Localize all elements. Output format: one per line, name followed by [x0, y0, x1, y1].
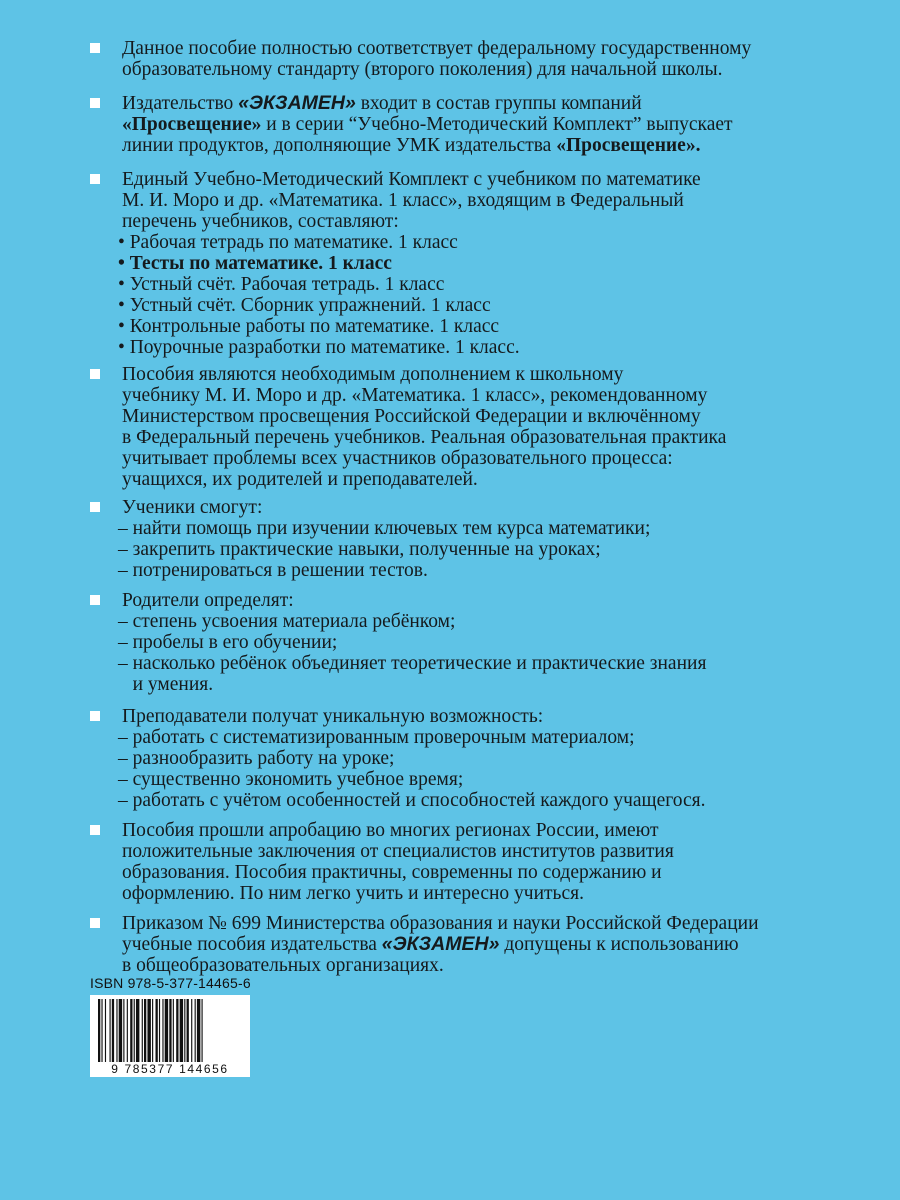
list-item: и умения. — [118, 674, 214, 695]
bullet-square-icon — [90, 918, 100, 928]
barcode-bar — [119, 999, 122, 1063]
text-fragment: линии продуктов, дополняющие УМК издательства — [122, 135, 557, 156]
barcode-bar — [197, 999, 200, 1063]
list-item: – потренироваться в решении тестов. — [118, 560, 428, 581]
barcode-bar — [142, 999, 143, 1063]
bullet-square-icon — [90, 369, 100, 379]
isbn-number: ISBN 978-5-377-14465-6 — [90, 975, 251, 991]
list-item: • Поурочные разработки по математике. 1 класс. — [118, 337, 520, 358]
text-line: Министерством просвещения Российской Федерации и включённому — [122, 406, 701, 427]
text-line: оформлению. По ним легко учить и интересно учиться. — [122, 883, 584, 904]
publisher-brand: «ЭКЗАМЕН» — [238, 92, 356, 114]
section-order — [90, 913, 860, 976]
barcode-bar — [191, 999, 192, 1063]
barcode-bar — [101, 999, 102, 1063]
text-fragment: допущены к использованию — [499, 934, 739, 955]
text-line: в общеобразовательных организациях. — [122, 955, 444, 976]
barcode-bar — [110, 999, 111, 1063]
bullet-square-icon — [90, 43, 100, 53]
list-item: • Устный счёт. Рабочая тетрадь. 1 класс — [118, 274, 445, 295]
barcode-bar — [176, 999, 178, 1063]
brand-prosveshchenie: «Просвещение». — [556, 135, 701, 156]
bullet-square-icon — [90, 174, 100, 184]
list-item: • Тесты по математике. 1 класс — [118, 253, 392, 274]
barcode-digits: 9 785377 144656 — [90, 1062, 250, 1076]
list-item: – разнообразить работу на уроке; — [118, 748, 395, 769]
list-item: – работать с систематизированным проверочным материалом; — [118, 727, 635, 748]
list-item: • Рабочая тетрадь по математике. 1 класс — [118, 232, 458, 253]
barcode-bar — [180, 999, 183, 1063]
text-fragment: входит в состав группы компаний — [355, 93, 642, 114]
text-line — [122, 114, 860, 135]
text-line: образовательному стандарту (второго поколения) для начальной школы. — [122, 59, 723, 80]
bullet-square-icon — [90, 595, 100, 605]
text-line: учащихся, их родителей и преподавателей. — [122, 469, 478, 490]
barcode-bar — [98, 999, 100, 1063]
barcode — [90, 995, 250, 1077]
bullet-square-icon — [90, 711, 100, 721]
text-line: Ученики смогут: — [122, 497, 263, 518]
barcode-bar — [136, 999, 139, 1063]
section-approbation — [90, 820, 860, 904]
isbn-block — [90, 975, 250, 1077]
text-line: учитывает проблемы всех участников образовательного процесса: — [122, 448, 673, 469]
barcode-bars-icon — [90, 997, 250, 1065]
text-line: Данное пособие полностью соответствует федеральному государственному — [122, 38, 752, 59]
list-item: – найти помощь при изучении ключевых тем курса математики; — [118, 518, 651, 539]
text-line: положительные заключения от специалистов институтов развития — [122, 841, 674, 862]
list-item: • Устный счёт. Сборник упражнений. 1 класс — [118, 295, 491, 316]
list-item: – закрепить практические навыки, полученные на уроках; — [118, 539, 601, 560]
list-item: • Контрольные работы по математике. 1 класс — [118, 316, 500, 337]
barcode-bar — [162, 999, 163, 1063]
list-item: – степень усвоения материала ребёнком; — [118, 611, 456, 632]
barcode-bar — [169, 999, 171, 1063]
text-line: М. И. Моро и др. «Математика. 1 класс», входящим в Федеральный — [122, 190, 684, 211]
barcode-bar — [130, 999, 132, 1063]
barcode-bar — [105, 999, 106, 1063]
section-teachers — [90, 706, 860, 811]
barcode-bar — [134, 999, 135, 1063]
list-item: – существенно экономить учебное время; — [118, 769, 464, 790]
text-fragment: и в серии “Учебно-Методический Комплект” выпускает — [261, 114, 733, 135]
bullet-square-icon — [90, 825, 100, 835]
list-item: – насколько ребёнок объединяет теоретические и практические знания — [118, 653, 707, 674]
barcode-bar — [184, 999, 185, 1063]
barcode-bar — [147, 999, 150, 1063]
text-line: образования. Пособия практичны, современны по содержанию и — [122, 862, 662, 883]
barcode-bar — [159, 999, 160, 1063]
text-line: перечень учебников, составляют: — [122, 211, 399, 232]
list-item: – работать с учётом особенностей и способностей каждого учащегося. — [118, 790, 706, 811]
barcode-bar — [123, 999, 124, 1063]
section-publisher — [90, 93, 860, 156]
barcode-bar — [187, 999, 189, 1063]
section-parents — [90, 590, 860, 695]
section-standard — [90, 38, 860, 80]
text-line: Родители определят: — [122, 590, 294, 611]
text-line — [122, 135, 860, 156]
barcode-bar — [116, 999, 117, 1063]
text-line: Приказом № 699 Министерства образования и науки Российской Федерации — [122, 913, 759, 934]
text-line: Единый Учебно-Методический Комплект с учебником по математике — [122, 169, 701, 190]
text-line: учебнику М. И. Моро и др. «Математика. 1 класс», рекомендованному — [122, 385, 708, 406]
barcode-bar — [152, 999, 153, 1063]
barcode-bar — [156, 999, 158, 1063]
barcode-bar — [112, 999, 114, 1063]
section-description — [90, 364, 860, 490]
text-fragment: Издательство — [122, 93, 239, 114]
publisher-brand: «ЭКЗАМЕН» — [381, 933, 500, 955]
text-fragment: учебные пособия издательства — [122, 934, 382, 955]
barcode-bar — [173, 999, 174, 1063]
text-line: Пособия прошли апробацию во многих регионах России, имеют — [122, 820, 659, 841]
barcode-bar — [144, 999, 146, 1063]
list-item: – пробелы в его обучении; — [118, 632, 338, 653]
section-students — [90, 497, 860, 581]
text-line: в Федеральный перечень учебников. Реальная образовательная практика — [122, 427, 727, 448]
barcode-bar — [165, 999, 168, 1063]
brand-prosveshchenie: «Просвещение» — [122, 114, 262, 135]
text-line: Пособия являются необходимым дополнением к школьному — [122, 364, 624, 385]
barcode-bar — [127, 999, 128, 1063]
section-umk — [90, 169, 860, 358]
text-line — [122, 934, 860, 955]
barcode-bar — [202, 999, 203, 1063]
text-line: Преподаватели получат уникальную возможность: — [122, 706, 544, 727]
bullet-square-icon — [90, 502, 100, 512]
text-line — [122, 93, 860, 114]
barcode-bar — [195, 999, 196, 1063]
bullet-square-icon — [90, 98, 100, 108]
